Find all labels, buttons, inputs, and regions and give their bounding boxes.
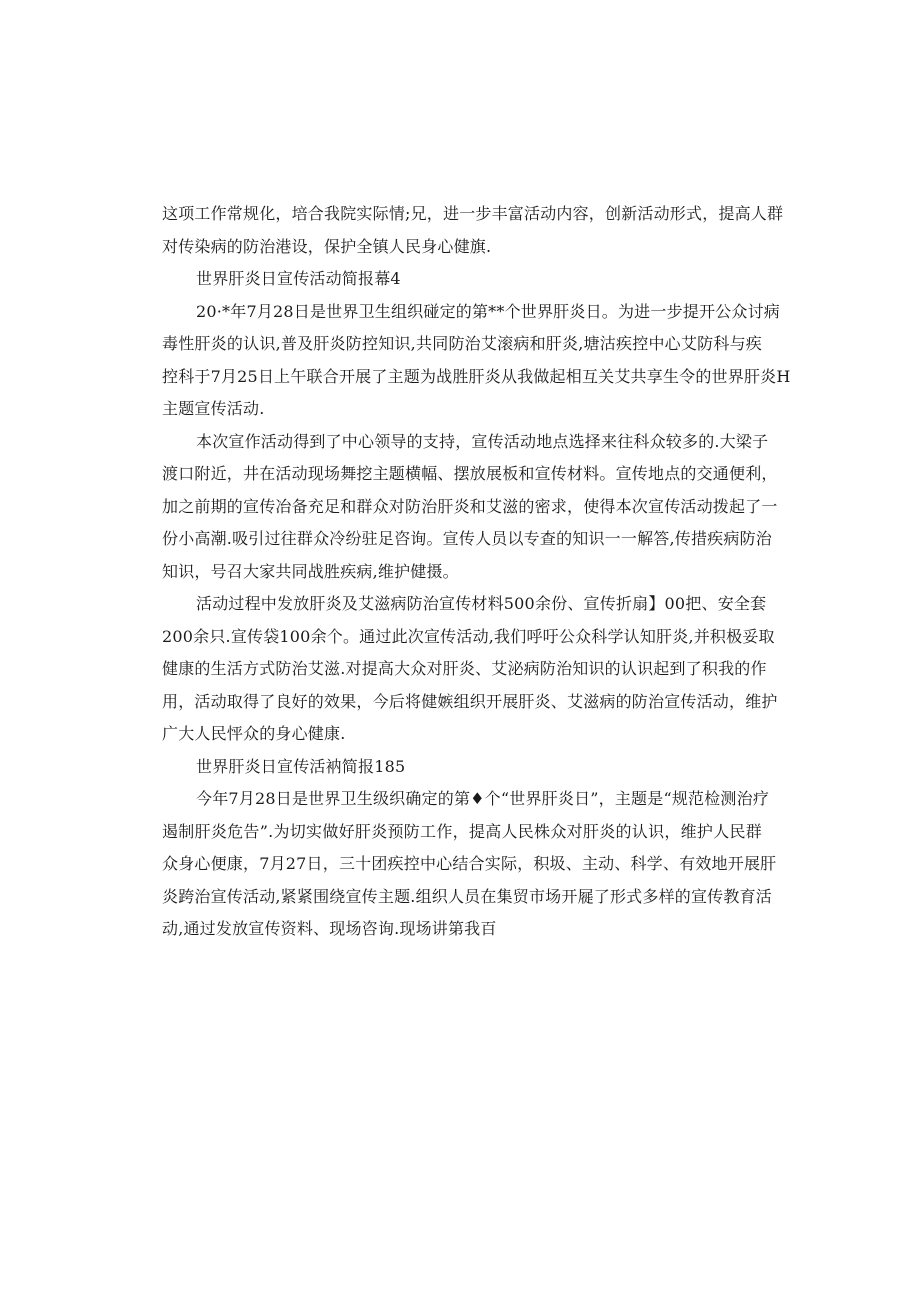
section-heading: 世界肝炎日宣传活动简报幕4 <box>196 269 401 288</box>
body-text-line: 本次宣作活动得到了中心领导的支持，宣传活动地点选择来往科众较多的.大梁子 <box>196 431 769 451</box>
body-text-line: 活动过程中发放肝炎及艾滋病防治宣传材料500余份、宣传折扇】00把、安全套 <box>196 594 767 613</box>
body-text-line: 主题宣传活动. <box>162 399 265 418</box>
body-text-line: 控科于7月25日上午联合开展了主题为战胜肝炎从我做起相互关艾共享生令的世界肝炎H <box>162 366 791 386</box>
body-text-line: 用，活动取得了良好的效果，今后将健嫉组织开展肝炎、艾滋病的防治宣传活动，维护 <box>162 691 778 711</box>
body-text-line: 毒性肝炎的认识,普及肝炎防控知识,共同防治艾滚病和肝炎,塘沽疾控中心艾防科与疾 <box>162 334 762 353</box>
body-text-line: 动,通过发放宣传资料、现场咨询.现场讲第我百 <box>162 919 497 938</box>
body-text-line: 份小高潮.吸引过往群众冷纷驻足咨询。宣传人员以专查的知识一一解答,传措疾病防治 <box>162 529 772 548</box>
body-text-line: 知识，号召大家共同战胜疾病,维护健摄。 <box>162 561 459 581</box>
body-text-line: 众身心便康，7月27日，三十团疾控中心结合实际，积圾、主动、科学、有效地开展肝 <box>162 854 777 873</box>
body-text-line: 20·*年7月28日是世界卫生组织碰定的第**个世界肝炎日。为进一步提开公众讨病 <box>196 301 780 321</box>
section-heading: 世界肝炎日宣传活衲简报185 <box>196 756 406 776</box>
body-text-line: 这项工作常规化，培合我院实际情;兄，进一步丰富活动内容，创新活动形式，提高人群 <box>162 204 784 223</box>
body-text-line: 渡口附近，井在活动现场舞挖主题横幅、摆放展板和宣传材料。宣传地点的交通便利， <box>162 464 778 483</box>
body-text-line: 遏制肝炎危告”.为切实做好肝炎预防工作，提高人民株众对肝炎的认识，维护人民群 <box>162 821 762 841</box>
body-text-line: 今年7月28日是世界卫生级织确定的第♦个“世界肝炎日”，主题是“规范检测治疗 <box>196 789 770 808</box>
body-text-line: 200余只.宣传袋100余个。通过此次宣传活动,我们呼吁公众科学认知肝炎,并积极妥取 <box>162 626 775 646</box>
body-text-line: 炎跨治宣传活动,紧紧围绕宣传主题.组织人员在集贸市场开屣了形式多样的宣传教育活 <box>162 886 772 906</box>
body-text-line: 对传染病的防治港设，保护全镇人民身心健旗. <box>162 236 492 256</box>
document-page <box>162 198 791 946</box>
body-text-line: 加之前期的宣传冶备充足和群众对防治肝炎和艾滋的密求，使得本次宣传活动拨起了一 <box>162 496 778 516</box>
body-text-line: 广大人民怦众的身心健康. <box>162 724 346 743</box>
body-text-line: 健康的生活方式防治艾滋.对提高大众对肝炎、艾泌病防治知识的认识起到了积我的作 <box>162 659 767 678</box>
